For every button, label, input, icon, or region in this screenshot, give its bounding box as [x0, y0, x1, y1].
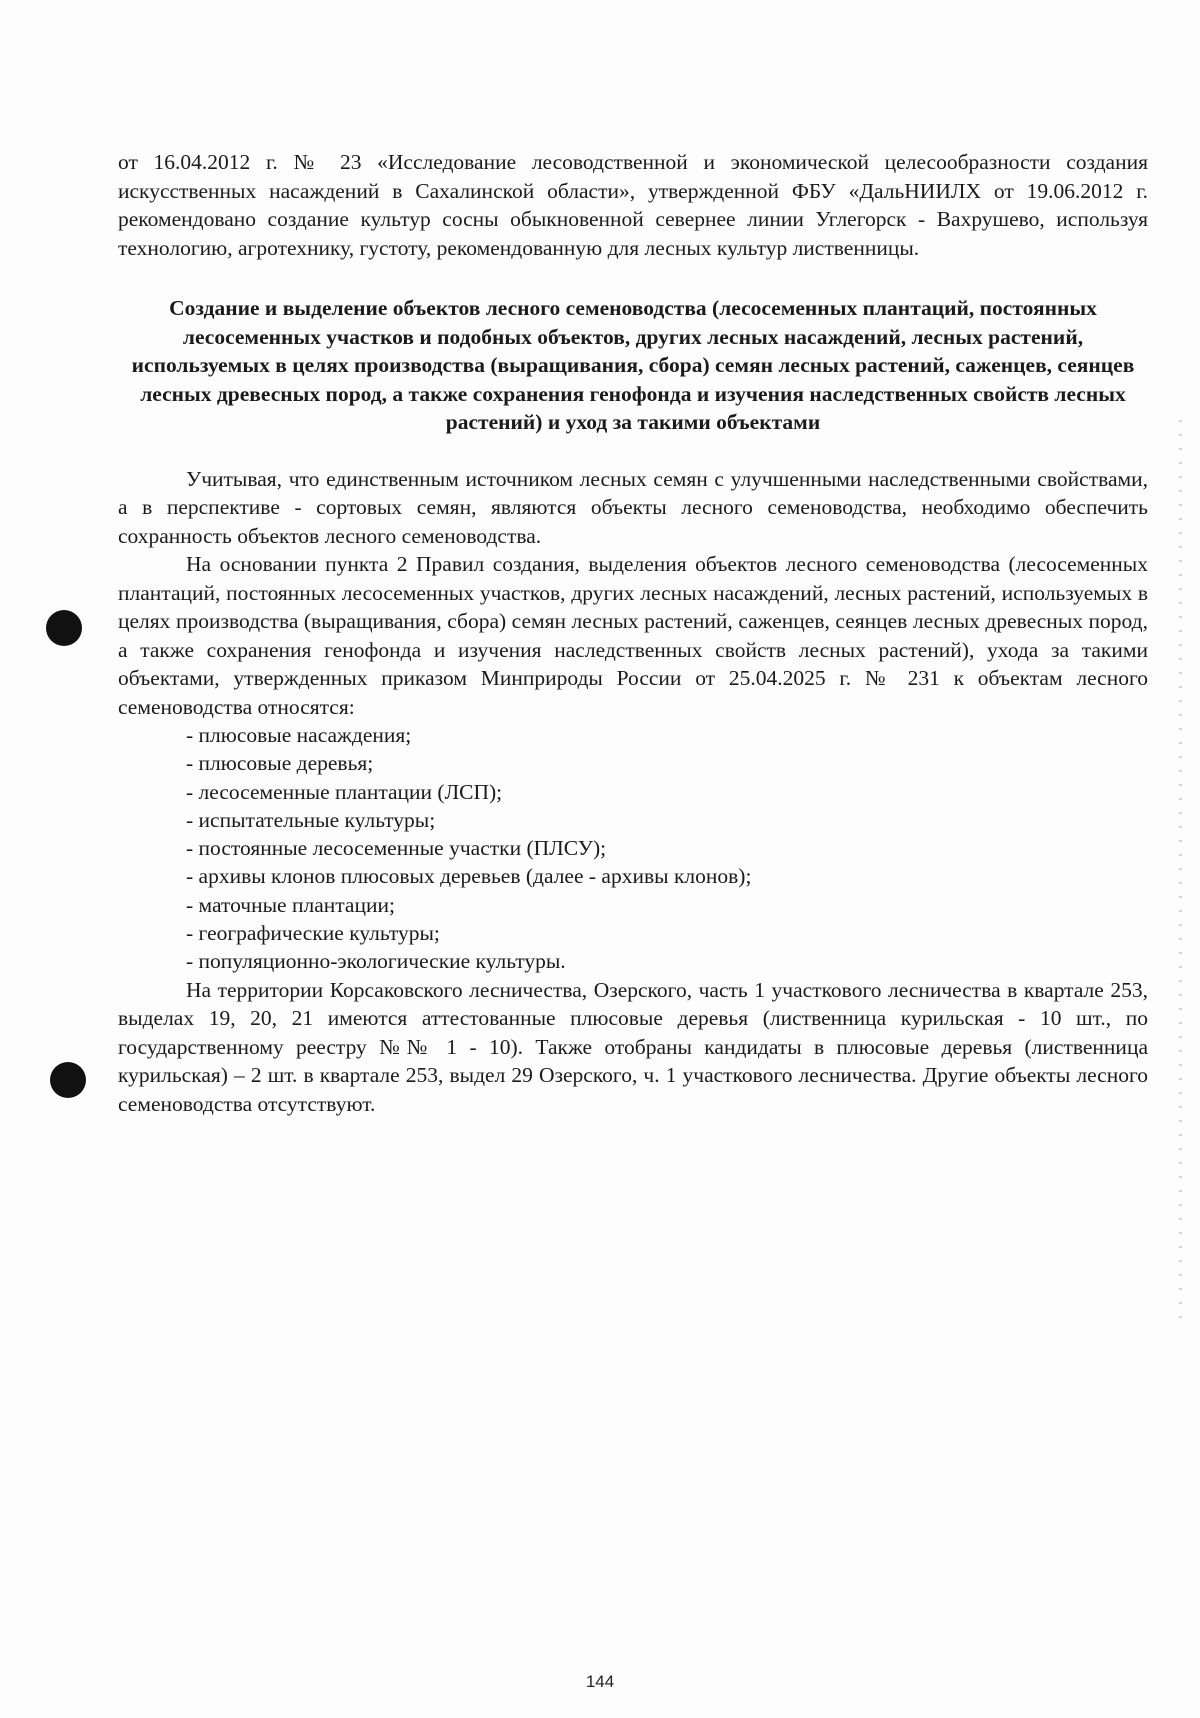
list-item: - плюсовые деревья; [186, 751, 374, 776]
paragraph-seed-sources: Учитывая, что единственным источником лесных семян с улучшенными наследственными свойствами, а в перспективе - сортовых семян, являются объекты лесного семеноводства, необходимо обеспечить сохранность объектов лесного семеноводства. [118, 466, 1148, 548]
document-body [118, 148, 1148, 1118]
section-heading: Создание и выделение объектов лесного семеноводства (лесосеменных плантаций, постоянных лесосеменных участков и подобных объектов, других лесных насаждений, лесных растений, используемых в целях производства (выращивания, сбора) семян лесных растений, саженцев, сеянцев лесных древесных пород, а также сохранения генофонда и изучения наследственных свойств лесных растений) и уход за такими объектами [131, 296, 1135, 434]
intro-paragraph: от 16.04.2012 г. № 23 «Исследование лесоводственной и экономической целесообразности создания искусственных насаждений в Сахалинской области», утвержденной ФБУ «ДальНИИЛХ от 19.06.2012 г. рекомендовано создание культур сосны обыкновенной севернее линии Углегорск - Вахрушево, используя технологию, агротехнику, густоту, рекомендованную для лесных культур лиственницы. [118, 150, 1148, 260]
scan-edge-artifact [1179, 420, 1182, 1320]
list-item: - плюсовые насаждения; [186, 723, 412, 747]
page-number: 144 [585, 1672, 615, 1691]
list-item: - испытательные культуры; [186, 807, 436, 832]
list-item: - архивы клонов плюсовых деревьев (далее - архивы клонов); [186, 864, 752, 889]
seed-objects-list [118, 721, 1148, 976]
list-item: - маточные плантации; [186, 892, 395, 917]
paragraph-territory: На территории Корсаковского лесничества, Озерского, часть 1 участкового лесничества в квартале 253, выделах 19, 20, 21 имеются аттестованные плюсовые деревья (лиственница курильская - 10 шт., по государственному реестру №№ 1 - 10). Также отобраны кандидаты в плюсовые деревья (лиственница курильская) – 2 шт. в квартале 253, выдел 29 Озерского, ч. 1 участкового лесничества. Другие объекты лесного семеноводства отсутствуют. [118, 977, 1148, 1116]
list-item: - постоянные лесосеменные участки (ПЛСУ); [186, 836, 607, 861]
list-item: - географические культуры; [186, 921, 440, 946]
hole-punch-mark [50, 1062, 86, 1098]
list-item: - популяционно-экологические культуры. [186, 949, 566, 974]
hole-punch-mark [46, 610, 82, 646]
list-item: - лесосеменные плантации (ЛСП); [186, 779, 503, 804]
paragraph-rules-basis: На основании пункта 2 Правил создания, выделения объектов лесного семеноводства (лесосеменных плантаций, постоянных лесосеменных участков, других лесных насаждений, лесных растений, используемых в целях производства (выращивания, сбора) семян лесных растений, саженцев, сеянцев лесных древесных пород, а также сохранения генофонда и изучения наследственных свойств лесных растений), ухода за такими объектами, утвержденных приказом Минприроды России от 25.04.2025 г. № 231 к объектам лесного семеноводства относятся: [118, 552, 1148, 719]
